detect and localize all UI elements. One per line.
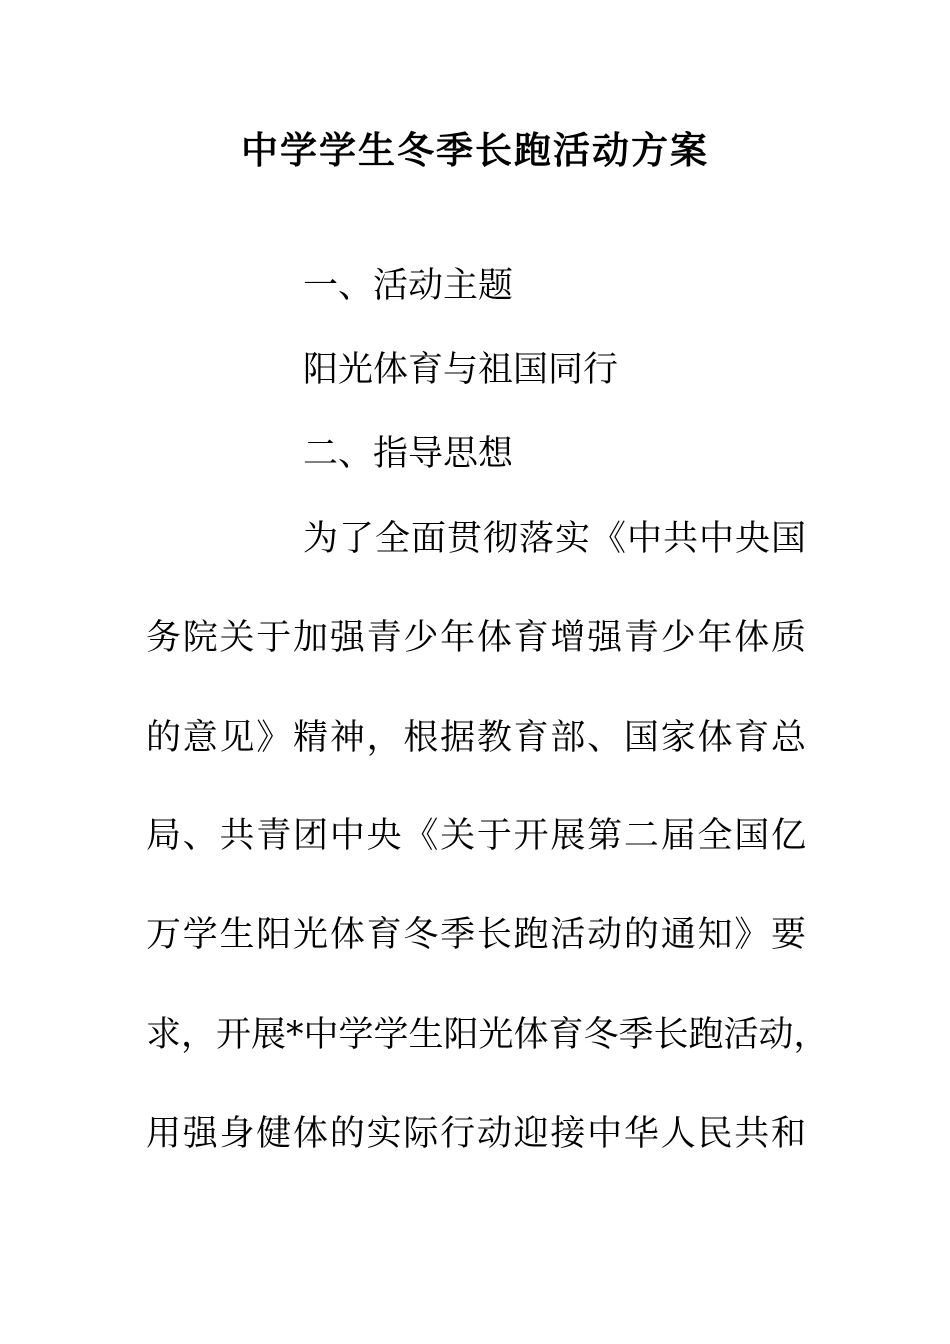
paragraph-line: 万学生阳光体育冬季长跑活动的通知》要 — [146, 915, 806, 955]
section-heading-theme: 一、活动主题 — [303, 266, 514, 306]
document-title: 中学学生冬季长跑活动方案 — [241, 128, 709, 172]
paragraph-line: 的意见》精神，根据教育部、国家体育总 — [146, 718, 806, 758]
paragraph-line: 务院关于加强青少年体育增强青少年体质 — [146, 618, 806, 658]
paragraph-line: 局、共青团中央《关于开展第二届全国亿 — [146, 816, 806, 856]
section-heading-guiding-ideology: 二、指导思想 — [303, 434, 514, 474]
theme-text: 阳光体育与祖国同行 — [303, 350, 619, 390]
paragraph-line: 用强身健体的实际行动迎接中华人民共和 — [146, 1114, 806, 1154]
paragraph-line: 求，开展*中学学生阳光体育冬季长跑活动， — [146, 1015, 829, 1055]
paragraph-line: 为了全面贯彻落实《中共中央国 — [303, 519, 806, 559]
